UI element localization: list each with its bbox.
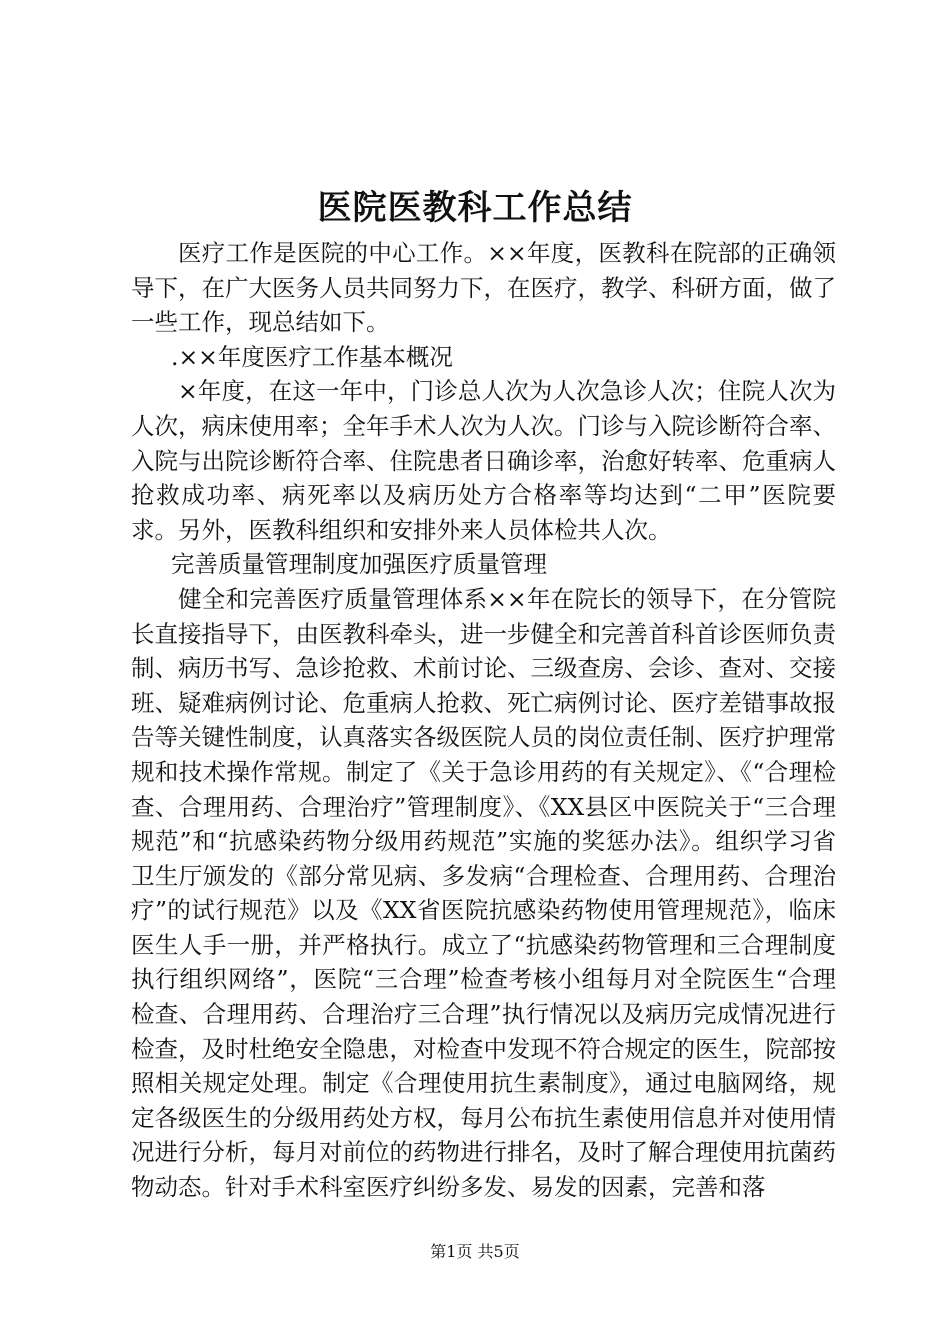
document-body bbox=[131, 236, 836, 1205]
paragraph-overview: ×年度，在这一年中，门诊总人次为人次急诊人次；住院人次为人次，病床使用率；全年手术人次为人次。门诊与入院诊断符合率、入院与出院诊断符合率、住院患者日确诊率，治愈好转率、危重病人抢救成功率、病死率以及病历处方合格率等均达到“二甲”医院要求。另外，医教科组织和安排外来人员体检共人次。 bbox=[131, 377, 836, 544]
section-heading-quality: 完善质量管理制度加强医疗质量管理 bbox=[171, 550, 547, 579]
page-footer: 第1页 共5页 bbox=[430, 1242, 520, 1261]
section-heading-overview: .××年度医疗工作基本概况 bbox=[171, 342, 453, 371]
document-title: 医院医教科工作总结 bbox=[317, 188, 633, 228]
paragraph-intro: 医疗工作是医院的中心工作。××年度，医教科在院部的正确领导下，在广大医务人员共同努力下，在医疗，教学、科研方面，做了一些工作，现总结如下。 bbox=[131, 239, 836, 337]
paragraph-quality: 健全和完善医疗质量管理体系××年在院长的领导下，在分管院长直接指导下，由医教科牵头，进一步健全和完善首科首诊医师负责制、病历书写、急诊抢救、术前讨论、三级查房、会诊、查对、交接班、疑难病例讨论、危重病人抢救、死亡病例讨论、医疗差错事故报告等关键性制度，认真落实各级医院人员的岗位责任制、医疗护理常规和技术操作常规。制定了《关于急诊用药的有关规定》、《“合理检查、合理用药、合理治疗”管理制度》、《XX县区中医院关于“三合理规范”和“抗感染药物分级用药规范”实施的奖惩办法》。组织学习省卫生厅颁发的《部分常见病、多发病“合理检查、合理用药、合理治疗”的试行规范》以及《XX省医院抗感染药物使用管理规范》，临床医生人手一册，并严格执行。成立了“抗感染药物管理和三合理制度执行组织网络”，医院“三合理”检查考核小组每月对全院医生“合理检查、合理用药、合理治疗三合理”执行情况以及病历完成情况进行检查，及时杜绝安全隐患，对检查中发现不符合规定的医生，院部按照相关规定处理。制定《合理使用抗生素制度》，通过电脑网络，规定各级医生的分级用药处方权，每月公布抗生素使用信息并对使用情况进行分析，每月对前位的药物进行排名，及时了解合理使用抗菌药物动态。针对手术科室医疗纠纷多发、易发的因素，完善和落 bbox=[131, 584, 836, 1202]
